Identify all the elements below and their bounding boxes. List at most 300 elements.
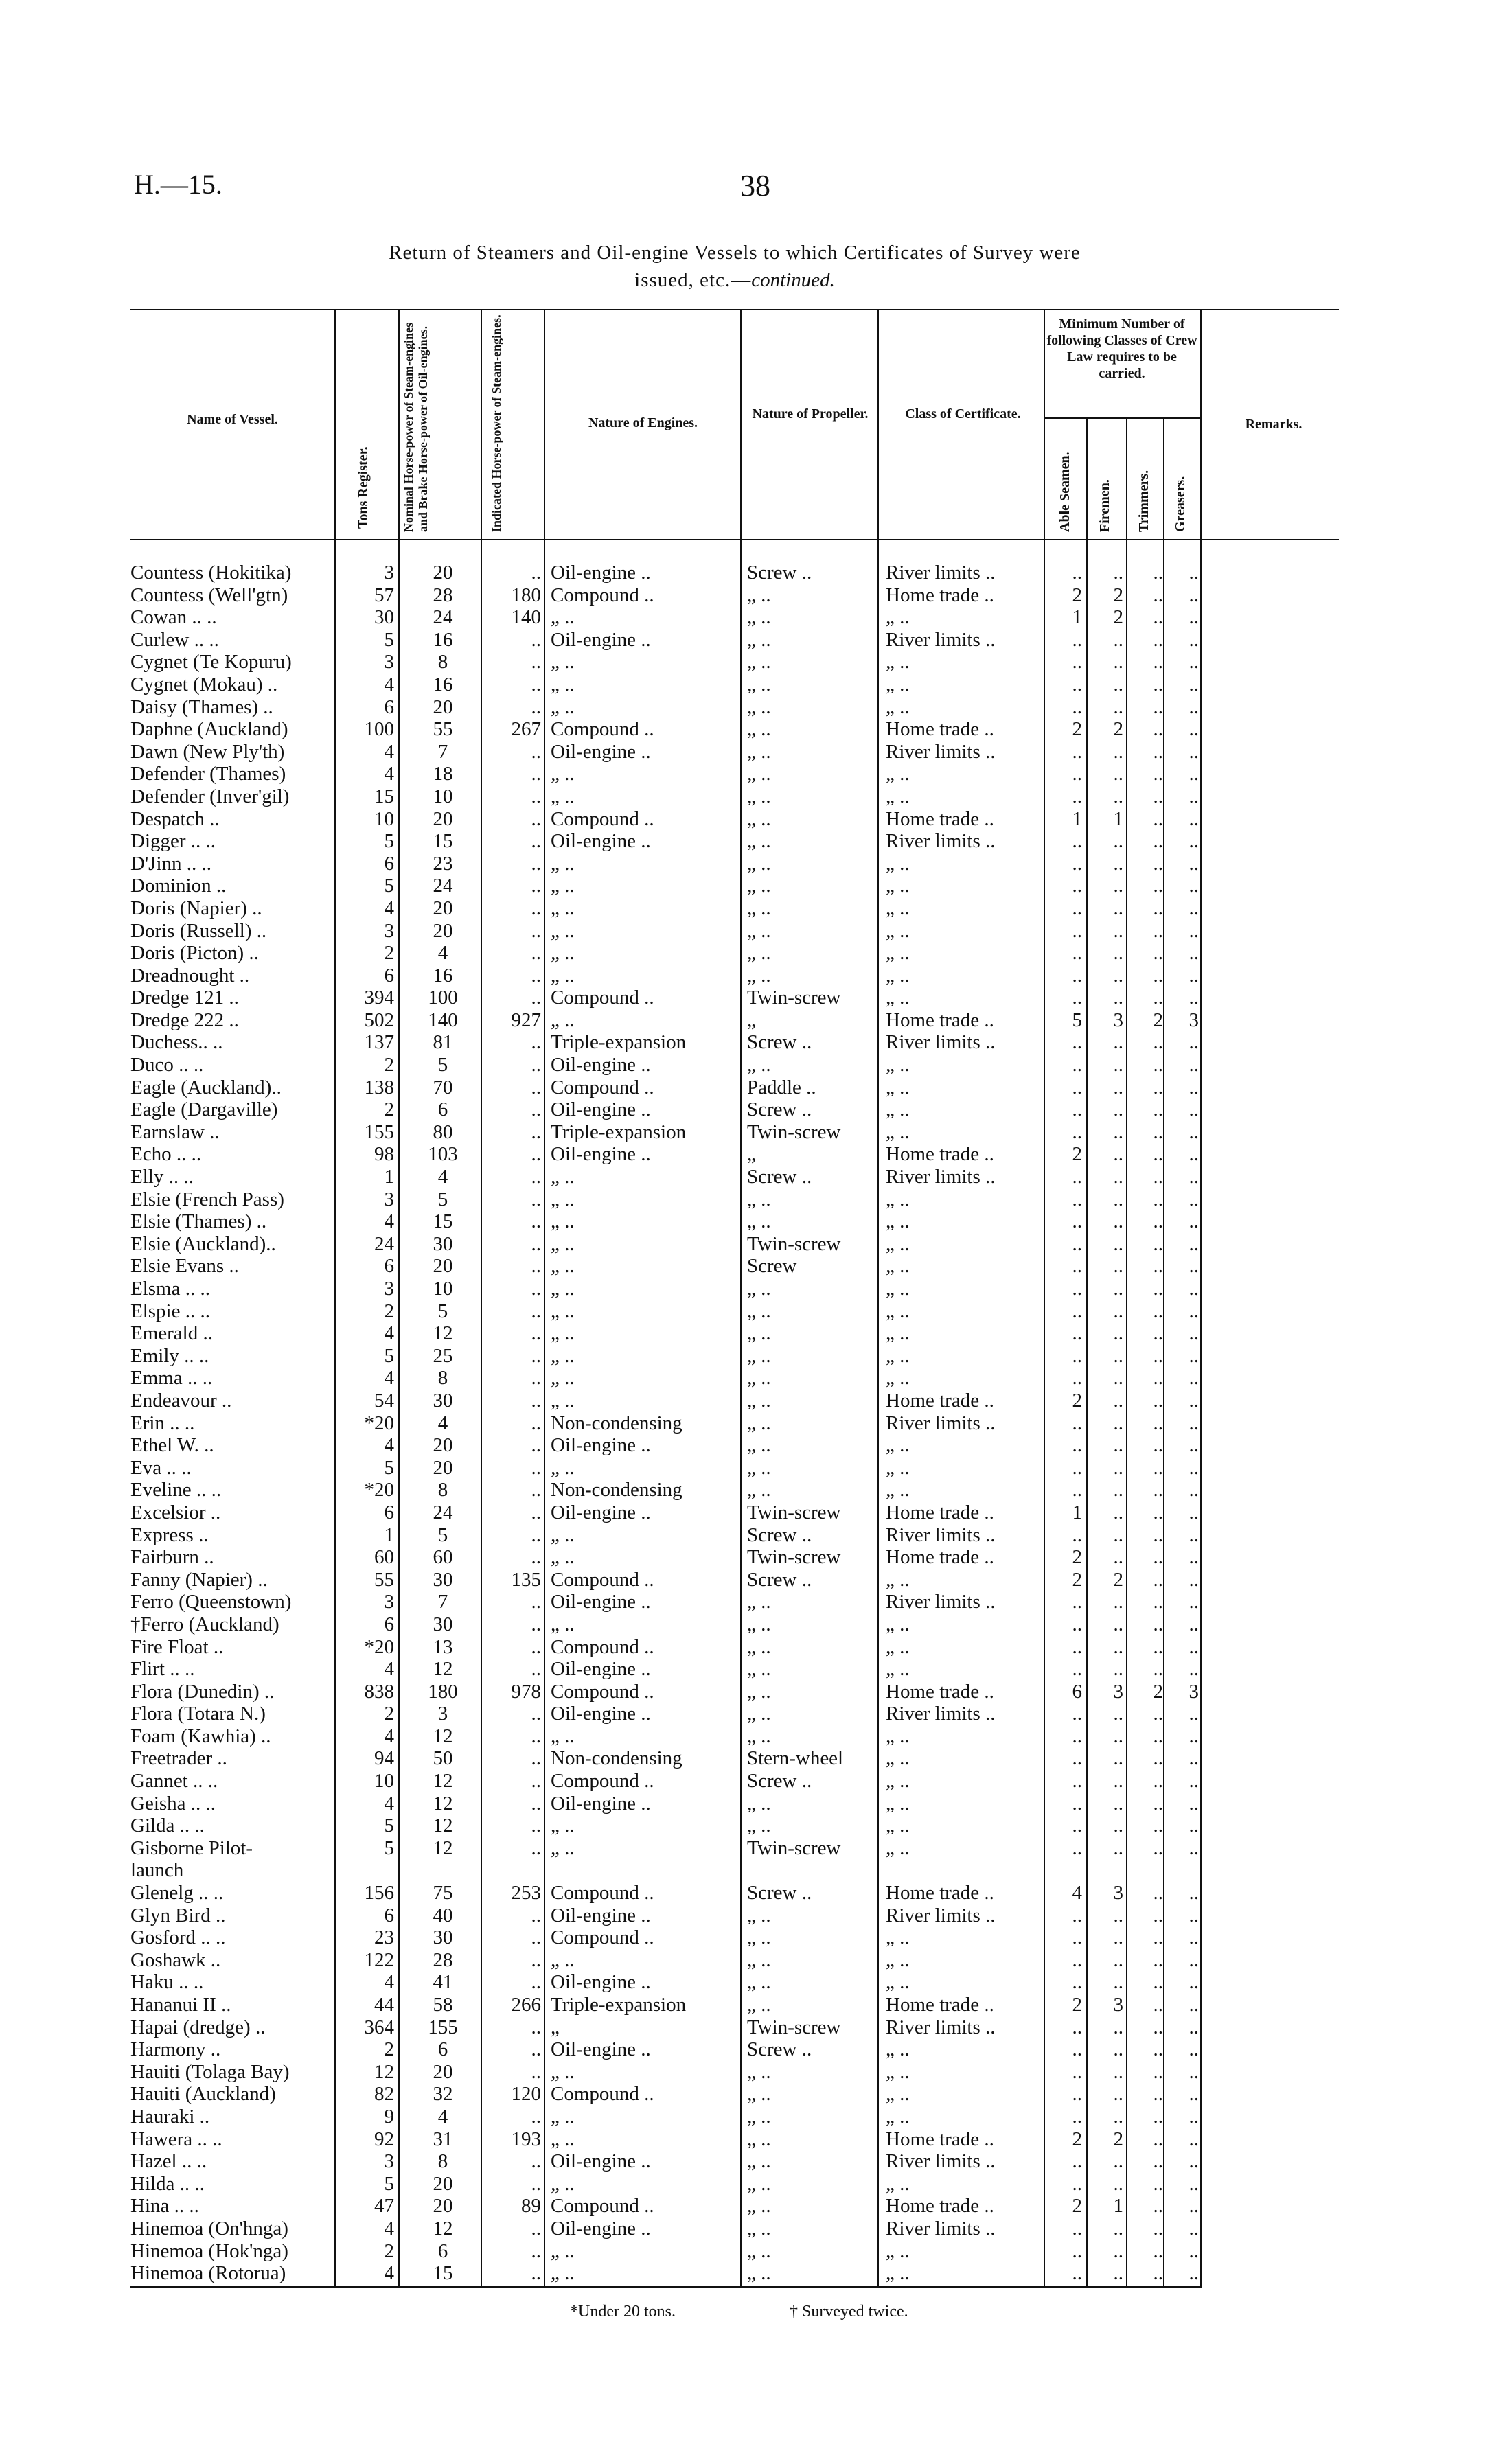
tons-register: 6 bbox=[384, 1613, 394, 1635]
able-seamen: .. bbox=[1072, 919, 1082, 942]
able-seamen: .. bbox=[1072, 2060, 1082, 2083]
indicated-hp: 120 bbox=[511, 2083, 541, 2106]
trimmers: .. bbox=[1153, 830, 1163, 853]
tons-register: 2 bbox=[384, 2038, 394, 2061]
engine-type: Oil-engine .. bbox=[551, 830, 651, 853]
engine-type: Non-condensing bbox=[551, 1412, 682, 1434]
table-row bbox=[0, 1681, 1492, 1703]
greasers: .. bbox=[1189, 2060, 1199, 2083]
nominal-hp: 12 bbox=[433, 1725, 453, 1747]
engine-type: Compound .. bbox=[551, 718, 654, 741]
nominal-hp: 180 bbox=[428, 1680, 458, 1703]
tons-register: *20 bbox=[364, 1635, 394, 1658]
table-row bbox=[0, 1703, 1492, 1725]
table-row bbox=[0, 1501, 1492, 1524]
able-seamen: .. bbox=[1072, 740, 1082, 763]
greasers: .. bbox=[1189, 1479, 1199, 1501]
indicated-hp: .. bbox=[531, 1703, 541, 1725]
propeller-type: „ .. bbox=[747, 1322, 771, 1345]
nominal-hp: 12 bbox=[433, 1815, 453, 1837]
indicated-hp: .. bbox=[531, 2038, 541, 2061]
engine-type: Oil-engine .. bbox=[551, 1501, 651, 1523]
able-seamen: .. bbox=[1072, 1344, 1082, 1367]
certificate-class: Home trade .. bbox=[886, 1143, 994, 1166]
propeller-type: Screw .. bbox=[747, 2038, 812, 2061]
nominal-hp: 30 bbox=[433, 1926, 453, 1949]
tons-register: 4 bbox=[384, 2262, 394, 2285]
indicated-hp: .. bbox=[531, 1613, 541, 1635]
tons-register: 2 bbox=[384, 1703, 394, 1725]
engine-type: „ .. bbox=[551, 606, 575, 629]
table-row bbox=[0, 718, 1492, 741]
certificate-class: „ .. bbox=[886, 2038, 910, 2061]
vessel-name: Elsma .. .. bbox=[130, 1278, 210, 1300]
firemen: .. bbox=[1113, 2217, 1123, 2240]
certificate-class: „ .. bbox=[886, 919, 910, 942]
indicated-hp: .. bbox=[531, 1658, 541, 1681]
firemen: .. bbox=[1113, 2150, 1123, 2173]
firemen: .. bbox=[1113, 2016, 1123, 2038]
engine-type: „ .. bbox=[551, 1389, 575, 1412]
greasers: .. bbox=[1189, 718, 1199, 741]
vessel-name: Fanny (Napier) .. bbox=[130, 1568, 268, 1591]
greasers: .. bbox=[1189, 1232, 1199, 1255]
firemen: .. bbox=[1113, 2105, 1123, 2128]
certificate-class: „ .. bbox=[886, 1232, 910, 1255]
nominal-hp: 5 bbox=[437, 1300, 448, 1322]
greasers: .. bbox=[1189, 1344, 1199, 1367]
certificate-class: Home trade .. bbox=[886, 2195, 994, 2218]
col-header-engines: Nature of Engines. bbox=[588, 415, 698, 430]
table-row bbox=[0, 1054, 1492, 1076]
nominal-hp: 13 bbox=[433, 1635, 453, 1658]
greasers: .. bbox=[1189, 1971, 1199, 1994]
vessel-name: Duco .. .. bbox=[130, 1054, 204, 1076]
nominal-hp: 100 bbox=[428, 987, 458, 1009]
firemen: .. bbox=[1113, 1815, 1123, 1837]
greasers: .. bbox=[1189, 2105, 1199, 2128]
tons-register: 5 bbox=[384, 1456, 394, 1479]
indicated-hp: .. bbox=[531, 2150, 541, 2173]
certificate-class: „ .. bbox=[886, 1971, 910, 1994]
able-seamen: .. bbox=[1072, 1232, 1082, 1255]
table-row bbox=[0, 741, 1492, 763]
trimmers: .. bbox=[1153, 651, 1163, 673]
propeller-type: „ .. bbox=[747, 897, 771, 919]
indicated-hp: .. bbox=[531, 1076, 541, 1098]
table-row bbox=[0, 1747, 1492, 1770]
tons-register: 5 bbox=[384, 1815, 394, 1837]
trimmers: .. bbox=[1153, 1434, 1163, 1457]
trimmers: .. bbox=[1153, 1412, 1163, 1434]
nominal-hp: 32 bbox=[433, 2083, 453, 2106]
engine-type: „ .. bbox=[551, 2105, 575, 2128]
indicated-hp: .. bbox=[531, 673, 541, 695]
able-seamen: .. bbox=[1072, 1725, 1082, 1747]
trimmers: .. bbox=[1153, 1725, 1163, 1747]
tons-register: 4 bbox=[384, 740, 394, 763]
engine-type: „ .. bbox=[551, 1344, 575, 1367]
tons-register: 5 bbox=[384, 830, 394, 853]
able-seamen: .. bbox=[1072, 1747, 1082, 1770]
nominal-hp: 155 bbox=[428, 2016, 458, 2038]
propeller-type: „ .. bbox=[747, 1210, 771, 1233]
col-header-name: Name of Vessel. bbox=[187, 412, 278, 427]
able-seamen: .. bbox=[1072, 1054, 1082, 1076]
tons-register: 4 bbox=[384, 1971, 394, 1994]
vessel-name: Doris (Picton) .. bbox=[130, 942, 259, 965]
trimmers: .. bbox=[1153, 2083, 1163, 2106]
tons-register: 3 bbox=[384, 562, 394, 584]
certificate-class: Home trade .. bbox=[886, 1680, 994, 1703]
nominal-hp: 12 bbox=[433, 1770, 453, 1793]
trimmers: .. bbox=[1153, 695, 1163, 718]
certificate-class: River limits .. bbox=[886, 1412, 996, 1434]
certificate-class: „ .. bbox=[886, 1948, 910, 1971]
greasers: .. bbox=[1189, 1747, 1199, 1770]
certificate-class: „ .. bbox=[886, 785, 910, 807]
vessel-name: Dominion .. bbox=[130, 875, 227, 897]
nominal-hp: 15 bbox=[433, 2262, 453, 2285]
propeller-type: „ .. bbox=[747, 628, 771, 651]
able-seamen: .. bbox=[1072, 2262, 1082, 2285]
page-title bbox=[130, 239, 1339, 294]
greasers: .. bbox=[1189, 1166, 1199, 1188]
table-row bbox=[0, 606, 1492, 629]
indicated-hp: .. bbox=[531, 1837, 541, 1859]
nominal-hp: 4 bbox=[437, 1166, 448, 1188]
tons-register: 156 bbox=[364, 1882, 394, 1904]
indicated-hp: .. bbox=[531, 2105, 541, 2128]
tons-register: 4 bbox=[384, 2217, 394, 2240]
nominal-hp: 5 bbox=[437, 1054, 448, 1076]
trimmers: .. bbox=[1153, 673, 1163, 695]
firemen: .. bbox=[1113, 2262, 1123, 2285]
firemen: .. bbox=[1113, 1434, 1123, 1457]
col-header-propeller: Nature of Propeller. bbox=[752, 406, 869, 422]
tons-register: 6 bbox=[384, 964, 394, 987]
nominal-hp: 16 bbox=[433, 628, 453, 651]
tons-register: 5 bbox=[384, 628, 394, 651]
firemen: .. bbox=[1113, 830, 1123, 853]
vessel-name: Echo .. .. bbox=[130, 1143, 202, 1166]
greasers: .. bbox=[1189, 2217, 1199, 2240]
engine-type: Oil-engine .. bbox=[551, 1434, 651, 1457]
greasers: .. bbox=[1189, 1054, 1199, 1076]
greasers: 3 bbox=[1189, 1680, 1199, 1703]
engine-type: Triple-expansion bbox=[551, 1120, 687, 1143]
propeller-type: „ .. bbox=[747, 1188, 771, 1210]
indicated-hp: .. bbox=[531, 1120, 541, 1143]
firemen: .. bbox=[1113, 964, 1123, 987]
greasers: .. bbox=[1189, 584, 1199, 606]
footnote-under-20: *Under 20 tons. bbox=[570, 2303, 676, 2321]
propeller-type: „ .. bbox=[747, 2105, 771, 2128]
able-seamen: .. bbox=[1072, 673, 1082, 695]
able-seamen: .. bbox=[1072, 651, 1082, 673]
tons-register: 2 bbox=[384, 2240, 394, 2262]
table-row bbox=[0, 1815, 1492, 1837]
table-row bbox=[0, 1613, 1492, 1636]
table-row bbox=[0, 562, 1492, 584]
indicated-hp: .. bbox=[531, 2240, 541, 2262]
propeller-type: „ .. bbox=[747, 785, 771, 807]
greasers: .. bbox=[1189, 1255, 1199, 1278]
engine-type: Compound .. bbox=[551, 2083, 654, 2106]
table-row bbox=[0, 1524, 1492, 1547]
table-row bbox=[0, 1076, 1492, 1099]
able-seamen: .. bbox=[1072, 1770, 1082, 1793]
tons-register: 23 bbox=[374, 1926, 394, 1949]
vessel-name: Hina .. .. bbox=[130, 2195, 199, 2218]
engine-type: Compound .. bbox=[551, 807, 654, 830]
propeller-type: „ .. bbox=[747, 1434, 771, 1457]
vessel-name: Ethel W. .. bbox=[130, 1434, 214, 1457]
indicated-hp: .. bbox=[531, 1479, 541, 1501]
nominal-hp: 20 bbox=[433, 2195, 453, 2218]
firemen: .. bbox=[1113, 1926, 1123, 1949]
propeller-type: „ .. bbox=[747, 964, 771, 987]
table-row bbox=[0, 942, 1492, 965]
firemen: .. bbox=[1113, 1501, 1123, 1523]
vessel-name: Eva .. .. bbox=[130, 1456, 192, 1479]
tons-register: 4 bbox=[384, 1792, 394, 1815]
table-row bbox=[0, 1143, 1492, 1166]
vessel-name: Hinemoa (On'hnga) bbox=[130, 2217, 288, 2240]
vessel-name: Dredge 222 .. bbox=[130, 1009, 239, 1031]
trimmers: .. bbox=[1153, 2105, 1163, 2128]
propeller-type: Paddle .. bbox=[747, 1076, 816, 1098]
table-row bbox=[0, 1278, 1492, 1300]
propeller-type: „ .. bbox=[747, 1367, 771, 1390]
trimmers: .. bbox=[1153, 2128, 1163, 2150]
vessel-name: Fire Float .. bbox=[130, 1635, 224, 1658]
table-row bbox=[0, 1233, 1492, 1256]
propeller-type: „ .. bbox=[747, 2217, 771, 2240]
table-row bbox=[0, 2195, 1492, 2218]
certificate-class: „ .. bbox=[886, 1188, 910, 1210]
nominal-hp: 12 bbox=[433, 1322, 453, 1345]
indicated-hp: .. bbox=[531, 1792, 541, 1815]
engine-type: „ bbox=[551, 2016, 560, 2038]
tons-register: 9 bbox=[384, 2105, 394, 2128]
tons-register: 92 bbox=[374, 2128, 394, 2150]
vessel-name: Hapai (dredge) .. bbox=[130, 2016, 266, 2038]
table-row bbox=[0, 987, 1492, 1009]
table-row bbox=[0, 1031, 1492, 1054]
table-row bbox=[0, 2150, 1492, 2173]
propeller-type: „ .. bbox=[747, 1479, 771, 1501]
certificate-class: „ .. bbox=[886, 1613, 910, 1635]
able-seamen: .. bbox=[1072, 1456, 1082, 1479]
indicated-hp: .. bbox=[531, 1948, 541, 1971]
propeller-type: „ .. bbox=[747, 1300, 771, 1322]
able-seamen: .. bbox=[1072, 1188, 1082, 1210]
vessel-name: Digger .. .. bbox=[130, 830, 216, 853]
propeller-type: „ .. bbox=[747, 1725, 771, 1747]
firemen: 3 bbox=[1113, 1882, 1123, 1904]
tons-register: 364 bbox=[364, 2016, 394, 2038]
table-row bbox=[0, 1658, 1492, 1681]
table-row bbox=[0, 1345, 1492, 1368]
certificate-class: „ .. bbox=[886, 1300, 910, 1322]
nominal-hp: 6 bbox=[437, 2038, 448, 2061]
certificate-class: „ .. bbox=[886, 1770, 910, 1793]
propeller-type: „ bbox=[747, 1009, 756, 1031]
trimmers: .. bbox=[1153, 1971, 1163, 1994]
trimmers: .. bbox=[1153, 763, 1163, 785]
trimmers: .. bbox=[1153, 1747, 1163, 1770]
tons-register: 6 bbox=[384, 1255, 394, 1278]
vessel-name: launch bbox=[130, 1859, 184, 1882]
indicated-hp: .. bbox=[531, 2217, 541, 2240]
able-seamen: .. bbox=[1072, 1591, 1082, 1613]
nominal-hp: 30 bbox=[433, 1232, 453, 1255]
greasers: .. bbox=[1189, 1703, 1199, 1725]
indicated-hp: .. bbox=[531, 964, 541, 987]
col-header-crew-group: Minimum Number of following Classes of Crew Law requires to be carried. bbox=[1046, 316, 1197, 381]
able-seamen: .. bbox=[1072, 875, 1082, 897]
propeller-type: „ .. bbox=[747, 2128, 771, 2150]
certificate-class: „ .. bbox=[886, 1568, 910, 1591]
firemen: 3 bbox=[1113, 1994, 1123, 2016]
tons-register: 15 bbox=[374, 785, 394, 807]
indicated-hp: .. bbox=[531, 2262, 541, 2285]
certificate-class: „ .. bbox=[886, 942, 910, 965]
certificate-class: „ .. bbox=[886, 897, 910, 919]
tons-register: 4 bbox=[384, 673, 394, 695]
able-seamen: .. bbox=[1072, 1815, 1082, 1837]
table-row bbox=[0, 2083, 1492, 2106]
propeller-type: Twin-screw bbox=[747, 1120, 841, 1143]
engine-type: „ .. bbox=[551, 1456, 575, 1479]
engine-type: Oil-engine .. bbox=[551, 1098, 651, 1121]
greasers: .. bbox=[1189, 651, 1199, 673]
able-seamen: .. bbox=[1072, 1479, 1082, 1501]
firemen: .. bbox=[1113, 1120, 1123, 1143]
nominal-hp: 23 bbox=[433, 852, 453, 875]
tons-register: 100 bbox=[364, 718, 394, 741]
certificate-class: „ .. bbox=[886, 1120, 910, 1143]
indicated-hp: .. bbox=[531, 1523, 541, 1546]
vessel-name: Cygnet (Mokau) .. bbox=[130, 673, 278, 695]
vessel-name: Daisy (Thames) .. bbox=[130, 695, 273, 718]
able-seamen: .. bbox=[1072, 2217, 1082, 2240]
able-seamen: 1 bbox=[1072, 807, 1082, 830]
engine-type: „ .. bbox=[551, 2240, 575, 2262]
firemen: .. bbox=[1113, 2038, 1123, 2061]
engine-type: Triple-expansion bbox=[551, 1994, 687, 2016]
certificate-class: „ .. bbox=[886, 875, 910, 897]
able-seamen: 2 bbox=[1072, 1994, 1082, 2016]
greasers: .. bbox=[1189, 1792, 1199, 1815]
firemen: 2 bbox=[1113, 584, 1123, 606]
propeller-type: Twin-screw bbox=[747, 1546, 841, 1569]
engine-type: „ .. bbox=[551, 785, 575, 807]
certificate-class: „ .. bbox=[886, 1747, 910, 1770]
nominal-hp: 20 bbox=[433, 1255, 453, 1278]
propeller-type: „ .. bbox=[747, 2195, 771, 2218]
vessel-name: Foam (Kawhia) .. bbox=[130, 1725, 271, 1747]
certificate-class: Home trade .. bbox=[886, 1546, 994, 1569]
propeller-type: „ .. bbox=[747, 651, 771, 673]
indicated-hp: .. bbox=[531, 763, 541, 785]
trimmers: .. bbox=[1153, 1166, 1163, 1188]
greasers: .. bbox=[1189, 1188, 1199, 1210]
table-row bbox=[0, 651, 1492, 673]
col-header-indicated: Indicated Horse-power of Steam-engines. bbox=[490, 314, 503, 532]
firemen: .. bbox=[1113, 1770, 1123, 1793]
indicated-hp: 253 bbox=[511, 1882, 541, 1904]
certificate-class: Home trade .. bbox=[886, 584, 994, 606]
nominal-hp: 20 bbox=[433, 897, 453, 919]
nominal-hp: 50 bbox=[433, 1747, 453, 1770]
certificate-class: „ .. bbox=[886, 852, 910, 875]
tons-register: 2 bbox=[384, 1054, 394, 1076]
col-header-remarks: Remarks. bbox=[1245, 417, 1302, 432]
table-row bbox=[0, 1636, 1492, 1659]
col-header-able: Able Seamen. bbox=[1057, 452, 1072, 532]
indicated-hp: .. bbox=[531, 1278, 541, 1300]
trimmers: .. bbox=[1153, 1948, 1163, 1971]
engine-type: „ .. bbox=[551, 964, 575, 987]
table-row bbox=[0, 785, 1492, 808]
trimmers: .. bbox=[1153, 1300, 1163, 1322]
engine-type: Compound .. bbox=[551, 2195, 654, 2218]
indicated-hp: .. bbox=[531, 1815, 541, 1837]
greasers: .. bbox=[1189, 1143, 1199, 1166]
able-seamen: 2 bbox=[1072, 1568, 1082, 1591]
greasers: .. bbox=[1189, 1412, 1199, 1434]
able-seamen: .. bbox=[1072, 1837, 1082, 1859]
engine-type: Compound .. bbox=[551, 1680, 654, 1703]
indicated-hp: .. bbox=[531, 1904, 541, 1926]
tons-register: 3 bbox=[384, 651, 394, 673]
indicated-hp: .. bbox=[531, 651, 541, 673]
greasers: .. bbox=[1189, 1546, 1199, 1569]
firemen: .. bbox=[1113, 2060, 1123, 2083]
certificate-class: „ .. bbox=[886, 1434, 910, 1457]
indicated-hp: .. bbox=[531, 1456, 541, 1479]
engine-type: Oil-engine .. bbox=[551, 1054, 651, 1076]
nominal-hp: 28 bbox=[433, 584, 453, 606]
table-row bbox=[0, 1300, 1492, 1323]
trimmers: .. bbox=[1153, 2038, 1163, 2061]
trimmers: .. bbox=[1153, 1523, 1163, 1546]
greasers: .. bbox=[1189, 852, 1199, 875]
greasers: .. bbox=[1189, 897, 1199, 919]
nominal-hp: 8 bbox=[437, 1367, 448, 1390]
able-seamen: .. bbox=[1072, 852, 1082, 875]
tons-register: 4 bbox=[384, 1210, 394, 1233]
firemen: 1 bbox=[1113, 807, 1123, 830]
trimmers: .. bbox=[1153, 1031, 1163, 1054]
indicated-hp: .. bbox=[531, 785, 541, 807]
nominal-hp: 80 bbox=[433, 1120, 453, 1143]
able-seamen: .. bbox=[1072, 2083, 1082, 2106]
tons-register: 94 bbox=[374, 1747, 394, 1770]
able-seamen: 2 bbox=[1072, 2195, 1082, 2218]
tons-register: 3 bbox=[384, 919, 394, 942]
trimmers: .. bbox=[1153, 1367, 1163, 1390]
indicated-hp: .. bbox=[531, 1926, 541, 1949]
firemen: .. bbox=[1113, 2240, 1123, 2262]
table-row bbox=[0, 2218, 1492, 2240]
greasers: .. bbox=[1189, 1948, 1199, 1971]
engine-type: „ .. bbox=[551, 1232, 575, 1255]
indicated-hp: .. bbox=[531, 1344, 541, 1367]
col-header-greasers: Greasers. bbox=[1173, 476, 1188, 532]
